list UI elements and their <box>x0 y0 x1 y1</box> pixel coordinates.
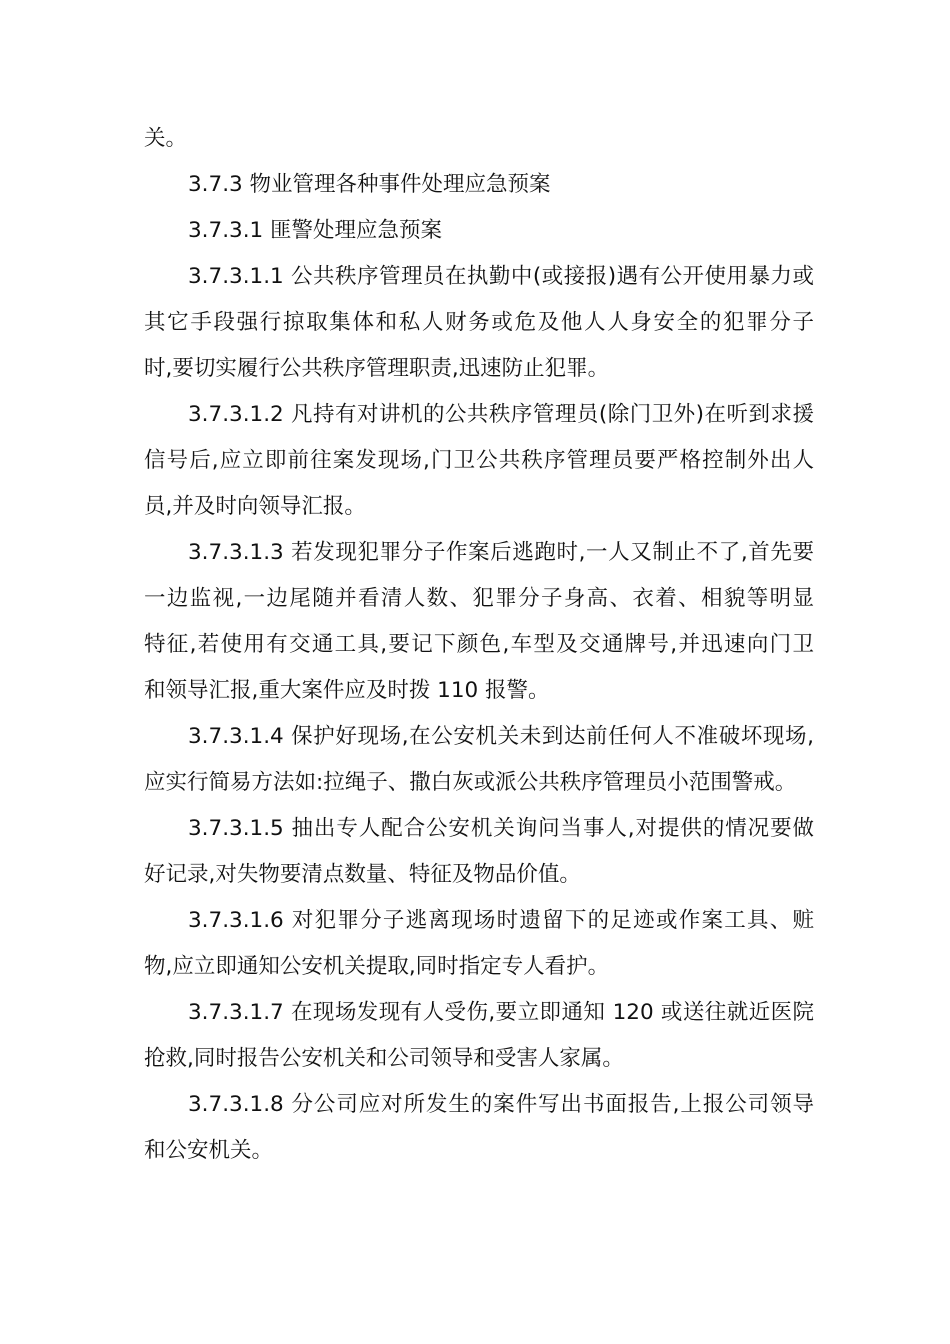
paragraph-line: 和公安机关。 <box>144 1138 274 1163</box>
paragraph-line: 和领导汇报,重大案件应及时拨 110 报警。 <box>144 678 550 703</box>
paragraph-line: 3.7.3.1.3 若发现犯罪分子作案后逃跑时,一人又制止不了,首先要 <box>188 540 814 565</box>
paragraph-line: 3.7.3.1.8 分公司应对所发生的案件写出书面报告,上报公司领导 <box>188 1092 814 1117</box>
paragraph-line: 员,并及时向领导汇报。 <box>144 494 366 519</box>
paragraph-line: 应实行简易方法如:拉绳子、撒白灰或派公共秩序管理员小范围警戒。 <box>144 770 797 795</box>
paragraph-line: 3.7.3.1.7 在现场发现有人受伤,要立即通知 120 或送往就近医院 <box>188 1000 814 1025</box>
paragraph-line: 抢救,同时报告公安机关和公司领导和受害人家属。 <box>144 1046 624 1071</box>
section-heading-3-7-3: 3.7.3 物业管理各种事件处理应急预案 <box>188 172 551 197</box>
section-heading-3-7-3-1: 3.7.3.1 匪警处理应急预案 <box>188 218 443 243</box>
paragraph-line: 其它手段强行掠取集体和私人财务或危及他人人身安全的犯罪分子 <box>144 310 814 335</box>
paragraph-line: 一边监视,一边尾随并看清人数、犯罪分子身高、衣着、相貌等明显 <box>144 586 814 611</box>
document-body <box>144 116 814 1174</box>
paragraph-line: 3.7.3.1.1 公共秩序管理员在执勤中(或接报)遇有公开使用暴力或 <box>188 264 814 289</box>
paragraph-line: 3.7.3.1.2 凡持有对讲机的公共秩序管理员(除门卫外)在听到求援 <box>188 402 814 427</box>
paragraph-line: 3.7.3.1.6 对犯罪分子逃离现场时遗留下的足迹或作案工具、赃 <box>188 908 814 933</box>
paragraph-line: 3.7.3.1.4 保护好现场,在公安机关未到达前任何人不准破坏现场, <box>188 724 814 749</box>
paragraph-line: 关。 <box>144 126 188 151</box>
paragraph-line: 3.7.3.1.5 抽出专人配合公安机关询问当事人,对提供的情况要做 <box>188 816 814 841</box>
paragraph-line: 时,要切实履行公共秩序管理职责,迅速防止犯罪。 <box>144 356 610 381</box>
paragraph-line: 好记录,对失物要清点数量、特征及物品价值。 <box>144 862 581 887</box>
paragraph-line: 信号后,应立即前往案发现场,门卫公共秩序管理员要严格控制外出人 <box>144 448 814 473</box>
paragraph-line: 特征,若使用有交通工具,要记下颜色,车型及交通牌号,并迅速向门卫 <box>144 632 814 657</box>
paragraph-line: 物,应立即通知公安机关提取,同时指定专人看护。 <box>144 954 610 979</box>
